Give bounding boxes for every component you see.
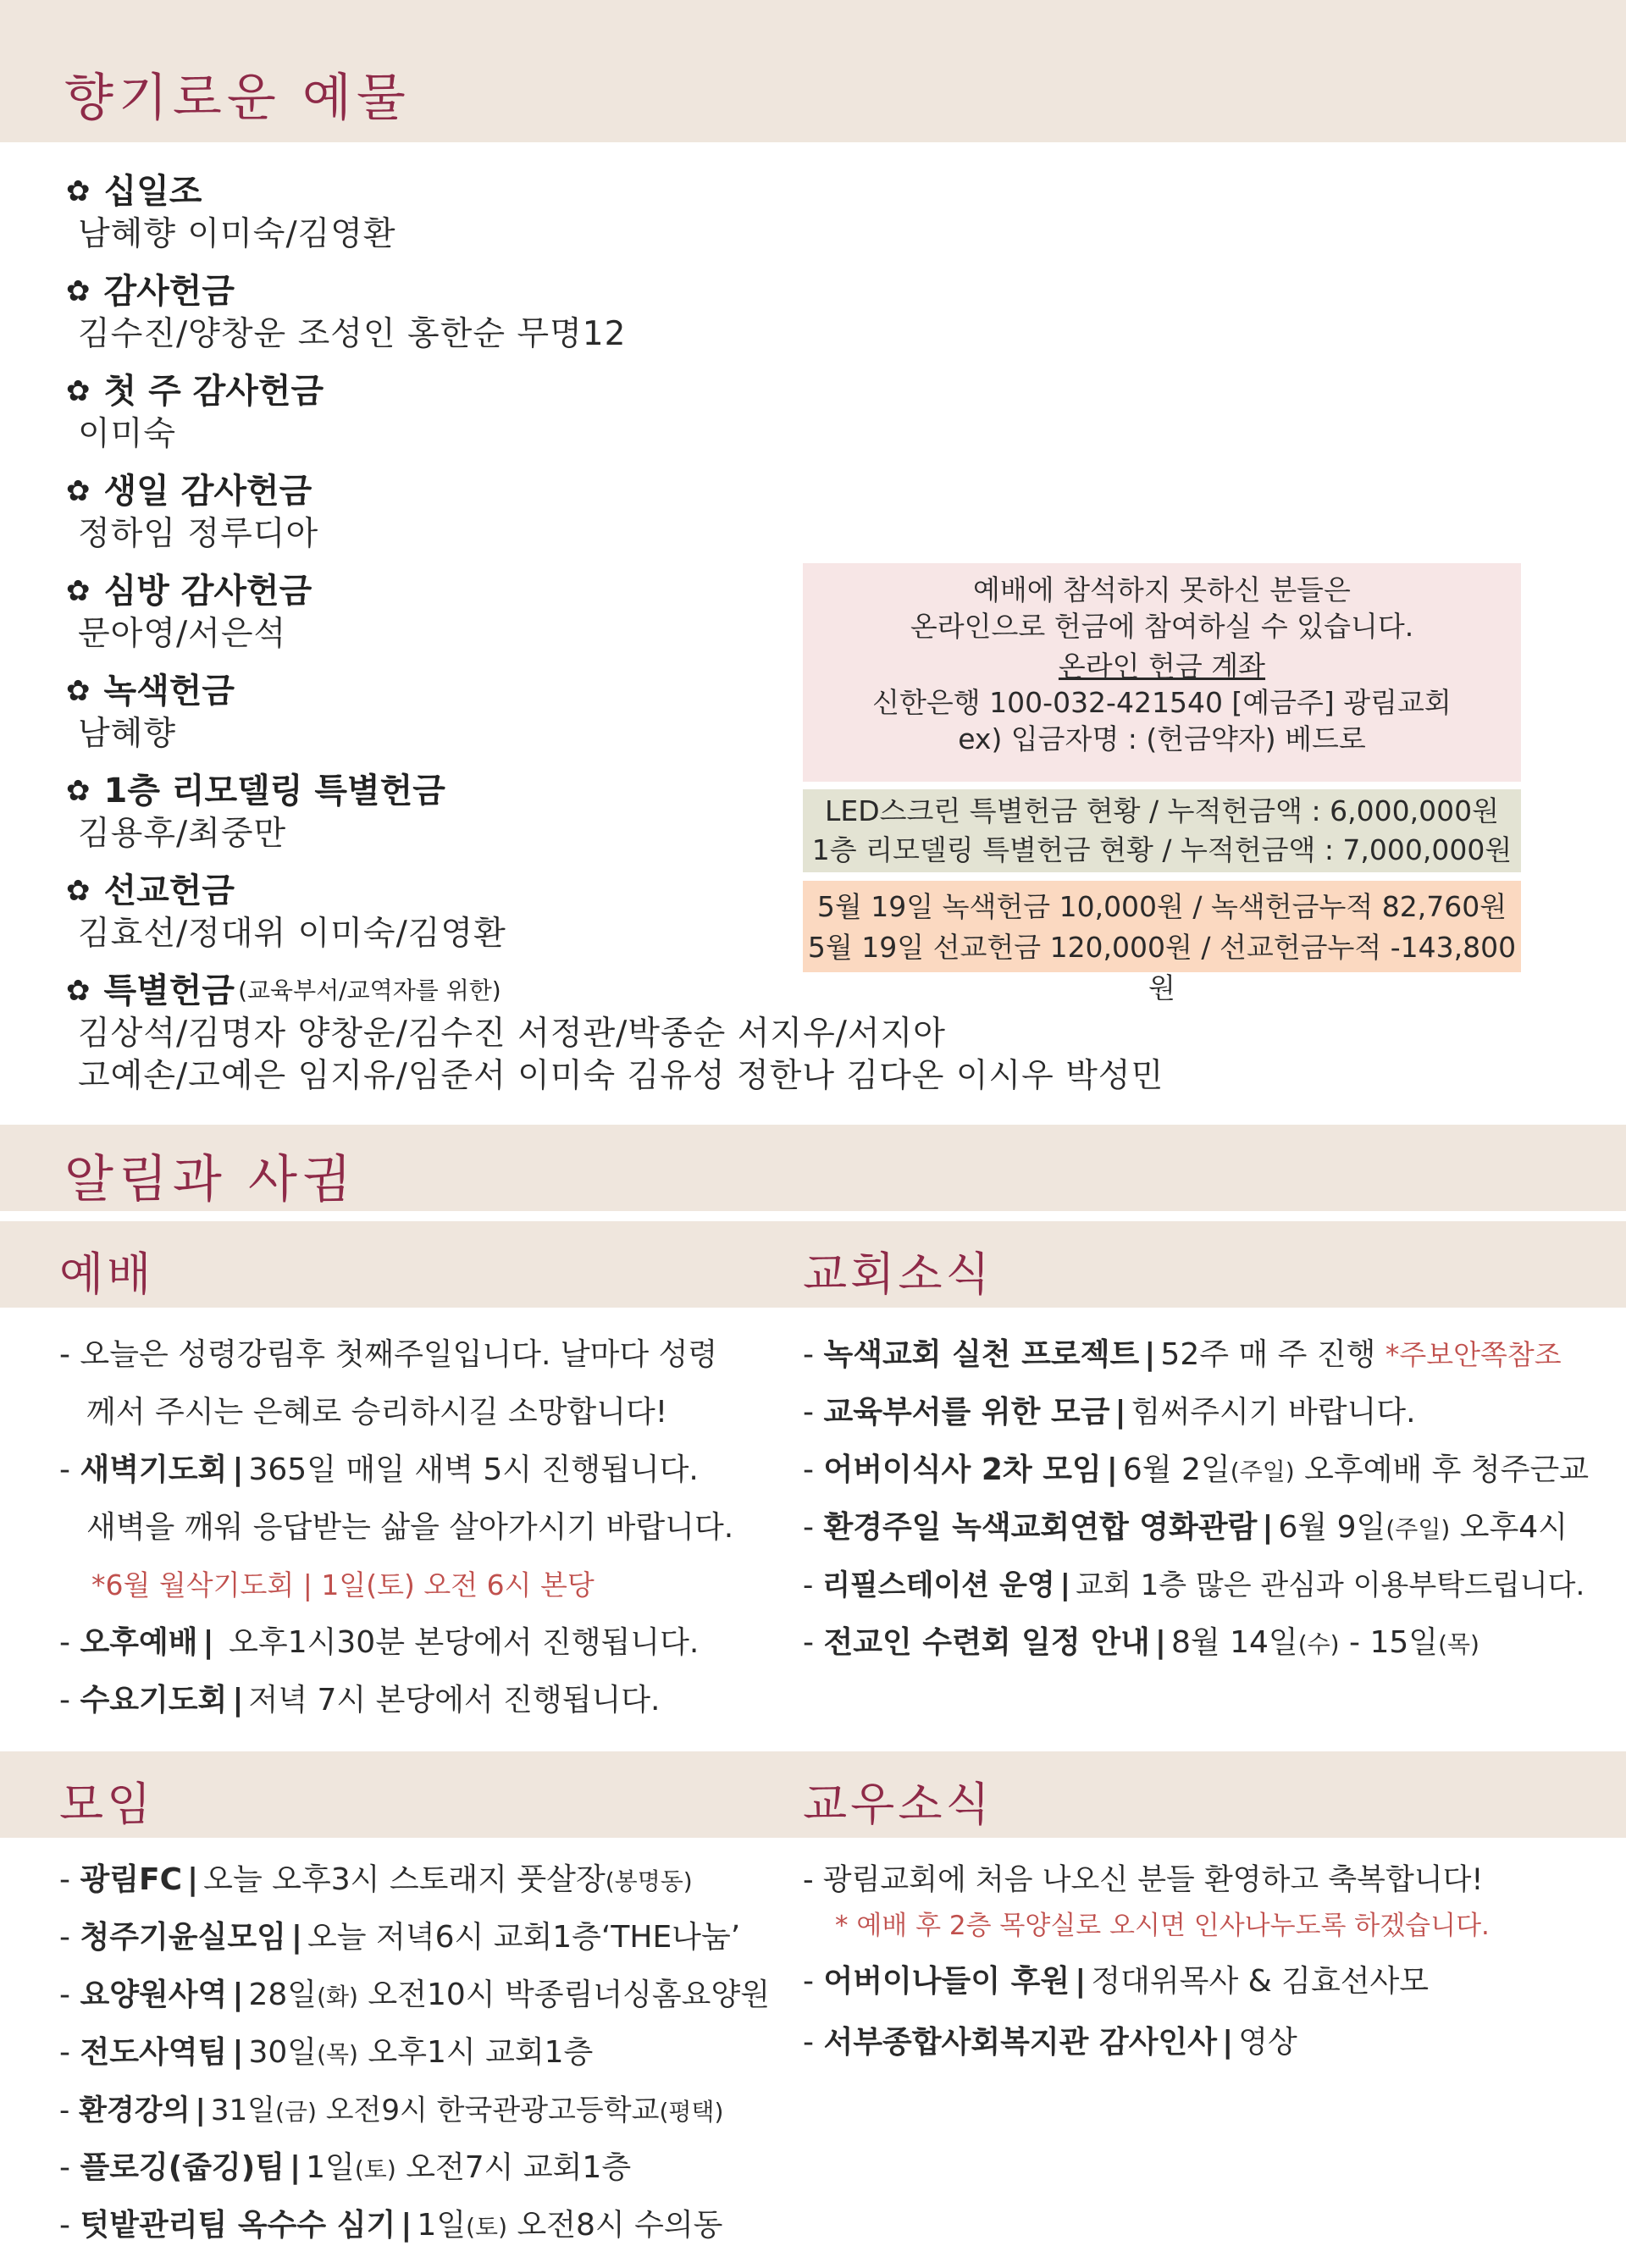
church-news-item: - 리필스테이션 운영 | 교회 1층 많은 관심과 이용부탁드립니다. xyxy=(803,1568,1585,1602)
offering-item-title: 첫 주 감사헌금 xyxy=(103,372,324,411)
meeting-text: 1일 xyxy=(306,2150,355,2185)
church-news-text: 힘써주시기 바랍니다. xyxy=(1131,1395,1416,1430)
church-news-day: (주일) xyxy=(1385,1515,1451,1543)
meeting-text-2: 오전8시 수의동 xyxy=(507,2208,723,2243)
meeting-text: 1일 xyxy=(417,2208,467,2243)
offering-item-names: 남혜향 xyxy=(78,715,177,753)
meeting-text: 오늘 저녁6시 교회1층‘THE나눔’ xyxy=(307,1920,741,1955)
church-news-label: 어버이식사 2차 모임 xyxy=(823,1452,1102,1487)
offering-item-names: 김상석/김명자 양창운/김수진 서정관/박종순 서지우/서지아 xyxy=(78,1015,946,1053)
church-news-label: 교육부서를 위한 모금 xyxy=(823,1395,1110,1430)
church-news-label: 녹색교회 실천 프로젝트 xyxy=(823,1337,1140,1372)
flower-icon: ✿ xyxy=(66,874,91,908)
offering-section-title: 향기로운 예물 xyxy=(64,69,411,128)
offering-item-title: 심방 감사헌금 xyxy=(103,572,312,611)
meeting-label: 청주기윤실모임 xyxy=(80,1920,286,1955)
offering-item-title: 십일조 xyxy=(103,172,202,211)
meeting-place: (평택) xyxy=(659,2098,724,2126)
church-news-label: 환경주일 녹색교회연합 영화관람 xyxy=(823,1510,1258,1545)
church-news-item: - 녹색교회 실천 프로젝트 | 52주 매 주 진행 *주보안쪽참조 xyxy=(803,1337,1562,1372)
offering-item-names: 김수진/양창운 조성인 홍한순 무명12 xyxy=(78,315,627,353)
church-news-text: 6월 9일 xyxy=(1278,1510,1386,1545)
members-welcome-note: * 예배 후 2층 목양실로 오시면 인사나누도록 하겠습니다. xyxy=(835,1911,1490,1941)
online-box-heading: 온라인 헌금 계좌 xyxy=(1058,650,1266,683)
church-news-label: 리필스테이션 운영 xyxy=(822,1568,1055,1602)
worship-line-monthly-prayer: *6월 월삭기도회 | 1일(토) 오전 6시 본당 xyxy=(91,1568,595,1601)
members-news-text: 정대위목사 & 김효선사모 xyxy=(1091,1964,1430,1999)
wednesday-prayer-label: 수요기도회 xyxy=(80,1683,228,1718)
meeting-label: 텃밭관리팀 옥수수 심기 xyxy=(80,2208,396,2243)
worship-list xyxy=(59,1326,733,1729)
members-news-label: 서부종합사회복지관 감사인사 xyxy=(823,2025,1218,2060)
church-news-day: (수) xyxy=(1297,1630,1340,1658)
offering-item-names: 남혜향 이미숙/김영환 xyxy=(78,215,396,253)
meeting-item: - 텃밭관리팀 옥수수 심기 | 1일(토) 오전8시 수의동 xyxy=(59,2208,723,2243)
flower-icon: ✿ xyxy=(66,774,91,808)
offering-item-remodeling xyxy=(66,769,445,855)
members-welcome-line: - 광림교회에 처음 나오신 분들 환영하고 축복합니다! xyxy=(803,1863,1484,1897)
worship-line-1: - 오늘은 성령강림후 첫째주일입니다. 날마다 성령 xyxy=(59,1337,718,1372)
flower-icon: ✿ xyxy=(66,574,91,608)
church-news-text-2: 오후4시 xyxy=(1450,1510,1568,1545)
meeting-label: 요양원사역 xyxy=(80,1978,228,2012)
online-box-line-2: 온라인으로 헌금에 참여하실 수 있습니다. xyxy=(910,610,1414,643)
church-news-text: 6월 2일 xyxy=(1122,1452,1231,1487)
meeting-item: - 광림FC | 오늘 오후3시 스토래지 풋살장(봉명동) xyxy=(59,1862,693,1897)
church-news-item: - 환경주일 녹색교회연합 영화관람 | 6월 9일(주일) 오후4시 xyxy=(803,1510,1568,1545)
members-news-item: - 서부종합사회복지관 감사인사 | 영상 xyxy=(803,2025,1297,2060)
meeting-title: 모임 xyxy=(59,1778,155,1831)
online-box-account: 신한은행 100-032-421540 [예금주] 광림교회 xyxy=(872,686,1452,719)
afternoon-worship-label: 오후예배 xyxy=(80,1625,198,1660)
meeting-day: (금) xyxy=(275,2098,317,2126)
offering-item-names: 문아영/서은석 xyxy=(78,615,287,653)
meeting-label: 환경강의 xyxy=(79,2094,191,2127)
offering-item-title: 생일 감사헌금 xyxy=(103,472,312,511)
meeting-day: (토) xyxy=(354,2155,396,2183)
members-news-label: 어버이나들이 후원 xyxy=(823,1964,1070,1999)
offering-item-mission xyxy=(66,869,506,955)
church-news-day-2: (목) xyxy=(1438,1630,1479,1658)
church-news-list xyxy=(803,1326,1589,1672)
flower-icon: ✿ xyxy=(66,274,91,308)
meeting-item: - 환경강의 | 31일(금) 오전9시 한국관광고등학교(평택) xyxy=(59,2094,724,2127)
meeting-item: - 청주기윤실모임 | 오늘 저녁6시 교회1층‘THE나눔’ xyxy=(59,1920,741,1955)
dawn-prayer-text: 365일 매일 새벽 5시 진행됩니다. xyxy=(248,1452,699,1487)
offering-item-thanks xyxy=(66,269,626,356)
meeting-day: (토) xyxy=(466,2213,508,2241)
meeting-list xyxy=(59,1851,770,2254)
afternoon-worship-text: 오후1시30분 본당에서 진행됩니다. xyxy=(229,1625,700,1660)
meeting-text-2: 오후1시 교회1층 xyxy=(357,2035,594,2070)
church-news-text-2: - 15일 xyxy=(1339,1625,1439,1660)
meeting-label: 전도사역팀 xyxy=(80,2035,228,2070)
offering-item-note: (교육부서/교역자를 위한) xyxy=(238,976,501,1004)
flower-icon: ✿ xyxy=(66,974,91,1008)
meeting-place: (봉명동) xyxy=(605,1867,693,1895)
online-box-line-1: 예배에 참석하지 못하신 분들은 xyxy=(973,573,1351,606)
members-news-list xyxy=(803,1851,1490,2072)
offering-item-visit xyxy=(66,569,312,656)
meeting-item: - 요양원사역 | 28일(화) 오전10시 박종림너싱홈요양원 xyxy=(59,1978,770,2012)
members-news-item: - 어버이나들이 후원 | 정대위목사 & 김효선사모 xyxy=(803,1964,1430,1999)
online-offering-box xyxy=(803,563,1521,782)
flower-icon: ✿ xyxy=(66,174,91,208)
offering-item-title: 1층 리모델링 특별헌금 xyxy=(103,772,445,810)
news-section-title: 알림과 사귐 xyxy=(64,1150,357,1209)
offering-item-title: 선교헌금 xyxy=(103,871,235,910)
offering-item-names: 김효선/정대위 이미숙/김영환 xyxy=(78,915,506,953)
green-mission-offering-box xyxy=(803,881,1521,1004)
meeting-text: 28일 xyxy=(248,1978,318,2012)
meeting-label: 플로깅(줍깅)팀 xyxy=(80,2150,285,2185)
worship-line-dawn-2: 새벽을 깨워 응답받는 삶을 살아가시기 바랍니다. xyxy=(86,1510,734,1545)
meeting-day: (목) xyxy=(317,2040,358,2068)
meeting-text-2: 오전10시 박종림너싱홈요양원 xyxy=(357,1978,770,2012)
worship-line-2: 께서 주시는 은혜로 승리하시길 소망합니다! xyxy=(86,1395,668,1430)
meeting-text: 31일 xyxy=(210,2094,275,2127)
offering-item-names: 김용후/최중만 xyxy=(78,815,287,853)
meeting-item: - 전도사역팀 | 30일(목) 오후1시 교회1층 xyxy=(59,2035,594,2070)
offering-item-names-2: 고예손/고예은 임지유/임준서 이미숙 김유성 정한나 김다온 이시우 박성민 xyxy=(78,1057,1164,1095)
church-news-text: 52주 매 주 진행 xyxy=(1160,1337,1376,1372)
wednesday-prayer-text: 저녁 7시 본당에서 진행됩니다. xyxy=(248,1683,661,1718)
green-offering-line: 5월 19일 녹색헌금 10,000원 / 녹색헌금누적 82,760원 xyxy=(816,890,1507,923)
worship-line-afternoon: - 오후예배 | 오후1시30분 본당에서 진행됩니다. xyxy=(59,1625,700,1660)
offering-item-title: 감사헌금 xyxy=(103,272,235,311)
members-news-text: 영상 xyxy=(1238,2025,1297,2060)
offering-item-names: 이미숙 xyxy=(78,415,177,453)
worship-line-dawn: - 새벽기도회 | 365일 매일 새벽 5시 진행됩니다. xyxy=(59,1452,699,1487)
offering-item-title: 녹색헌금 xyxy=(103,672,235,711)
offering-item-title: 특별헌금 xyxy=(103,971,235,1010)
meeting-label: 광림FC xyxy=(80,1862,183,1897)
church-news-title: 교회소식 xyxy=(803,1247,993,1301)
offering-item-tithe xyxy=(66,169,396,256)
church-news-item: - 전교인 수련회 일정 안내 | 8월 14일(수) - 15일(목) xyxy=(803,1625,1479,1660)
meeting-text: 30일 xyxy=(248,2035,318,2070)
offering-item-birthday xyxy=(66,469,318,556)
meeting-day: (화) xyxy=(317,1983,358,2011)
church-news-note: *주보안쪽참조 xyxy=(1385,1338,1562,1371)
meeting-text: 오늘 오후3시 스토래지 풋살장 xyxy=(203,1862,606,1897)
mission-offering-line: 5월 19일 선교헌금 120,000원 / 선교헌금누적 -143,800원 xyxy=(807,931,1517,1004)
online-box-example: ex) 입금자명 : (헌금약자) 베드로 xyxy=(958,722,1366,755)
meeting-item: - 플로깅(줍깅)팀 | 1일(토) 오전7시 교회1층 xyxy=(59,2150,632,2185)
status-line-led: LED스크린 특별헌금 현황 / 누적헌금액 : 6,000,000원 xyxy=(825,794,1499,827)
flower-icon: ✿ xyxy=(66,674,91,708)
offering-item-names: 정하임 정루디아 xyxy=(78,515,319,553)
church-news-text-2: 오후예배 후 청주근교 xyxy=(1294,1452,1590,1487)
worship-title: 예배 xyxy=(59,1247,155,1301)
church-news-text: 교회 1층 많은 관심과 이용부탁드립니다. xyxy=(1076,1568,1585,1602)
church-news-item: - 어버이식사 2차 모임 | 6월 2일(주일) 오후예배 후 청주근교 xyxy=(803,1452,1590,1487)
church-news-label: 전교인 수련회 일정 안내 xyxy=(823,1625,1150,1660)
church-news-item: - 교육부서를 위한 모금 | 힘써주시기 바랍니다. xyxy=(803,1395,1416,1430)
meeting-text-2: 오전9시 한국관광고등학교 xyxy=(316,2094,660,2127)
offering-item-first-week xyxy=(66,369,324,456)
dawn-prayer-label: 새벽기도회 xyxy=(80,1452,228,1487)
meeting-text-2: 오전7시 교회1층 xyxy=(395,2150,632,2185)
flower-icon: ✿ xyxy=(66,374,91,408)
status-line-remodeling: 1층 리모델링 특별헌금 현황 / 누적헌금액 : 7,000,000원 xyxy=(811,833,1513,866)
worship-line-wednesday: - 수요기도회 | 저녁 7시 본당에서 진행됩니다. xyxy=(59,1683,661,1718)
members-news-title: 교우소식 xyxy=(803,1778,993,1831)
flower-icon: ✿ xyxy=(66,474,91,508)
special-offering-status-box xyxy=(803,789,1521,872)
church-news-text: 8월 14일 xyxy=(1170,1625,1298,1660)
offering-item-green xyxy=(66,669,235,755)
church-news-day: (주일) xyxy=(1230,1458,1295,1485)
